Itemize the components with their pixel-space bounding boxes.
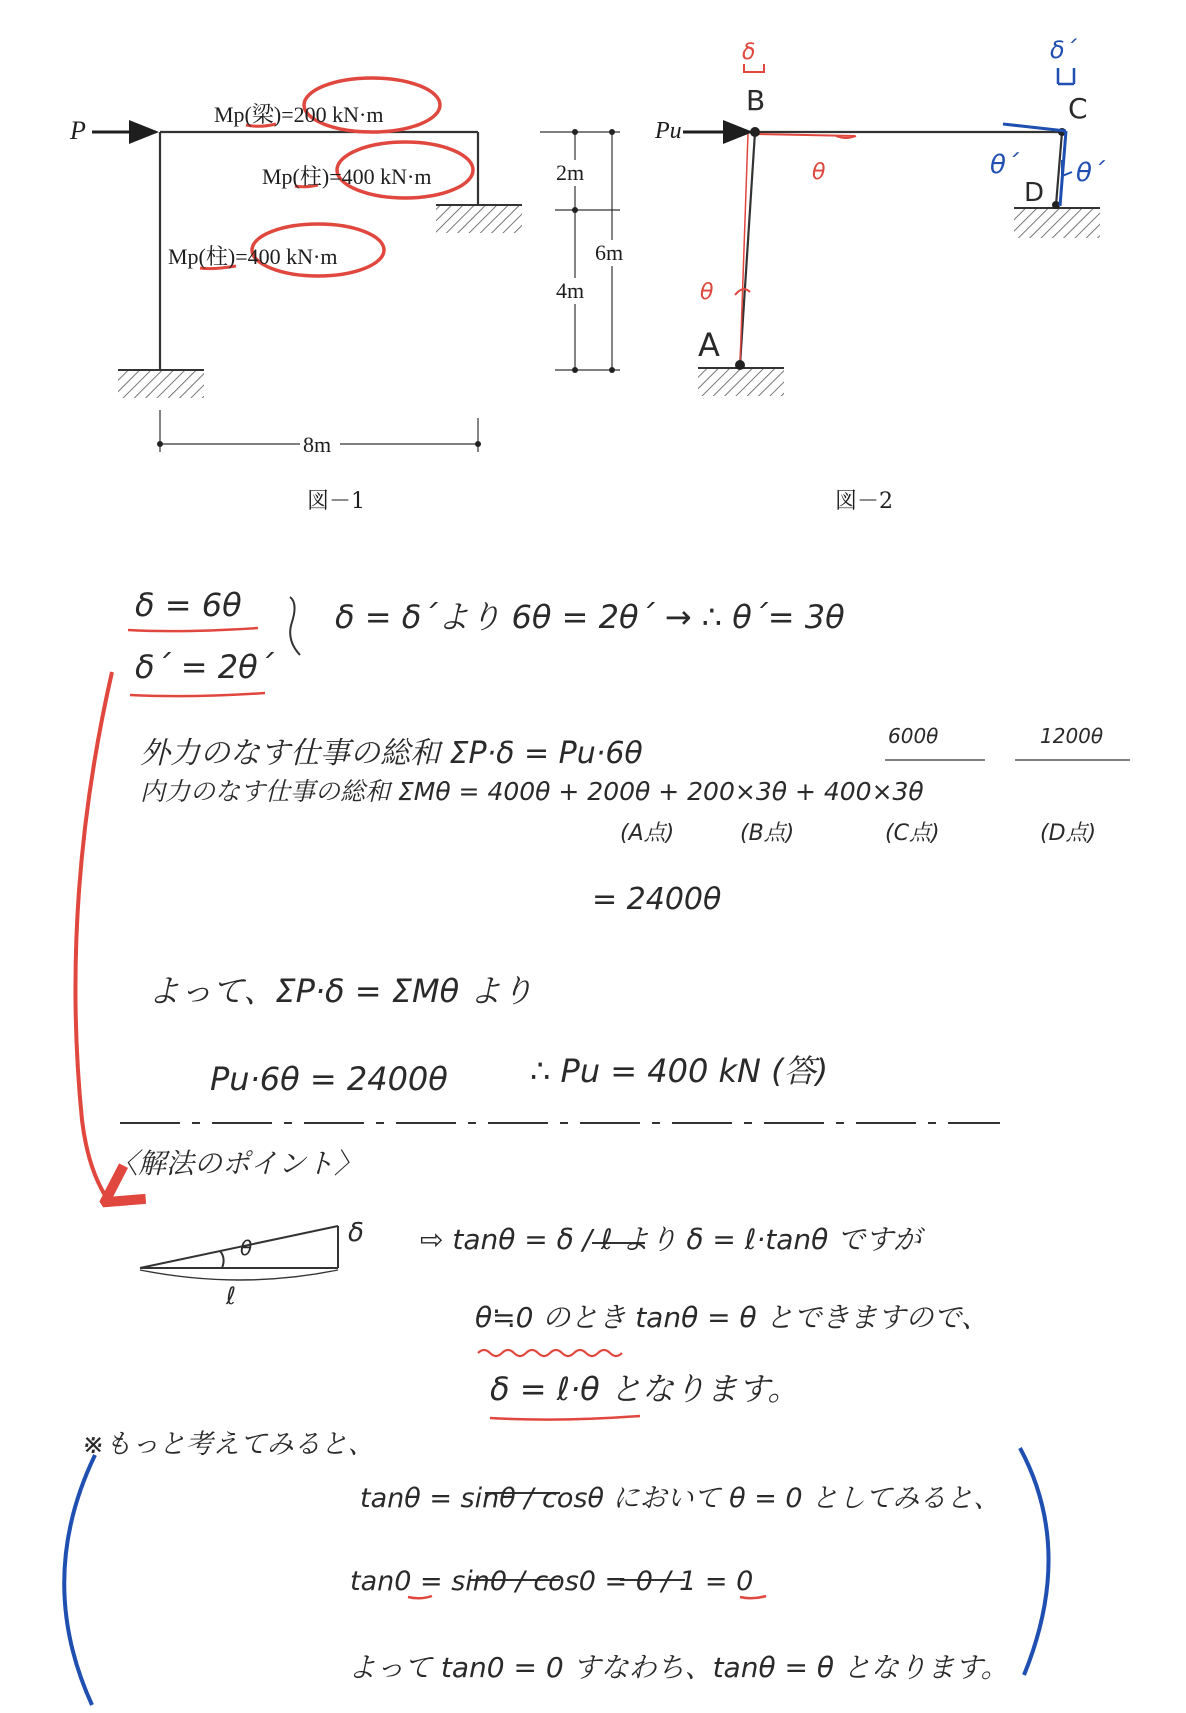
fig2-load-label: Pu — [655, 118, 682, 144]
internal-total: = 2400θ — [592, 882, 722, 917]
note-line-3: よって tan0 = 0 すなわち、tanθ = θ となります。 — [348, 1651, 1009, 1684]
support-left — [118, 370, 204, 398]
red-pointer-arrow — [75, 672, 112, 1200]
point-d: (D点) — [1040, 821, 1097, 846]
fig2-caption: 図－2 — [835, 489, 893, 514]
note-intro: ※もっと考えてみると、 — [82, 1429, 375, 1460]
fig1-left-col-mp: Mp(柱)=400 kN·m — [168, 244, 338, 269]
answer: ∴ Pu = 400 kN (答) — [530, 1052, 829, 1090]
fig2-node-d: D — [1024, 178, 1045, 208]
external-work: 外力のなす仕事の総和 ΣP·δ = Pu·6θ — [140, 736, 643, 771]
support-right — [436, 205, 522, 233]
note-line-2: tan0 = sin0 / cos0 = 0 / 1 = 0 — [350, 1566, 754, 1597]
fig2-theta-prime-right: θ´ — [1076, 158, 1105, 188]
internal-work: 内力のなす仕事の総和 ΣMθ = 400θ + 200θ + 200×3θ + 400×3θ — [140, 777, 924, 806]
fig2-node-c: C — [1068, 92, 1088, 125]
final-equation: Pu·6θ = 2400θ — [210, 1060, 448, 1098]
triangle-delta: δ — [348, 1218, 364, 1248]
fig2-delta: δ — [742, 40, 756, 65]
therefore-line: よって、ΣP·δ = ΣMθ より — [148, 972, 534, 1010]
point-c: (C点) — [885, 821, 940, 846]
points-heading: 〈解法のポイント〉 — [110, 1147, 363, 1180]
eq-delta: δ = 6θ — [135, 586, 242, 624]
fig2-theta-a: θ — [700, 280, 714, 305]
fig1-dim-span: 8m — [303, 432, 332, 457]
triangle-length: ℓ — [226, 1282, 236, 1310]
result: δ = ℓ·θ となります。 — [490, 1370, 800, 1408]
triangle-diagram — [140, 1226, 338, 1280]
blue-paren-left — [64, 1455, 95, 1705]
fig1-right-col-mp: Mp(柱)=400 kN·m — [262, 164, 432, 189]
fig1-caption: 図－1 — [307, 489, 365, 514]
tan-definition: ⇨ tanθ = δ / ℓ より δ = ℓ·tanθ ですが — [420, 1223, 922, 1256]
point-b: (B点) — [740, 821, 795, 846]
fig2-delta-prime: δ´ — [1050, 36, 1077, 64]
fig1-beam-mp: Mp(梁)=200 kN·m — [214, 102, 384, 127]
above-c: 600θ — [888, 724, 939, 748]
fig2-theta-prime-left: θ´ — [990, 150, 1019, 180]
note-line-1: tanθ = sinθ / cosθ において θ = 0 としてみると、 — [360, 1483, 1001, 1514]
fig1-dim-total: 6m — [595, 240, 624, 265]
fig1-dim-top: 2m — [556, 160, 585, 185]
fig2-node-b: B — [746, 84, 766, 117]
fig2-node-a: A — [698, 326, 720, 364]
approximation: θ≒0 のとき tanθ = θ とできますので、 — [475, 1301, 989, 1334]
point-a: (A点) — [620, 821, 675, 846]
eq-relation: δ = δ´より 6θ = 2θ´ → ∴ θ´= 3θ — [335, 598, 845, 636]
above-d: 1200θ — [1040, 724, 1104, 748]
fig1-load-label: P — [70, 116, 86, 145]
fig1-dim-bottom: 4m — [556, 278, 585, 303]
fig2-theta: θ — [812, 160, 826, 185]
triangle-theta: θ — [240, 1236, 253, 1260]
eq-delta-prime: δ´ = 2θ´ — [135, 648, 274, 686]
blue-paren-right — [1020, 1448, 1049, 1675]
deformed-beam — [757, 134, 855, 136]
